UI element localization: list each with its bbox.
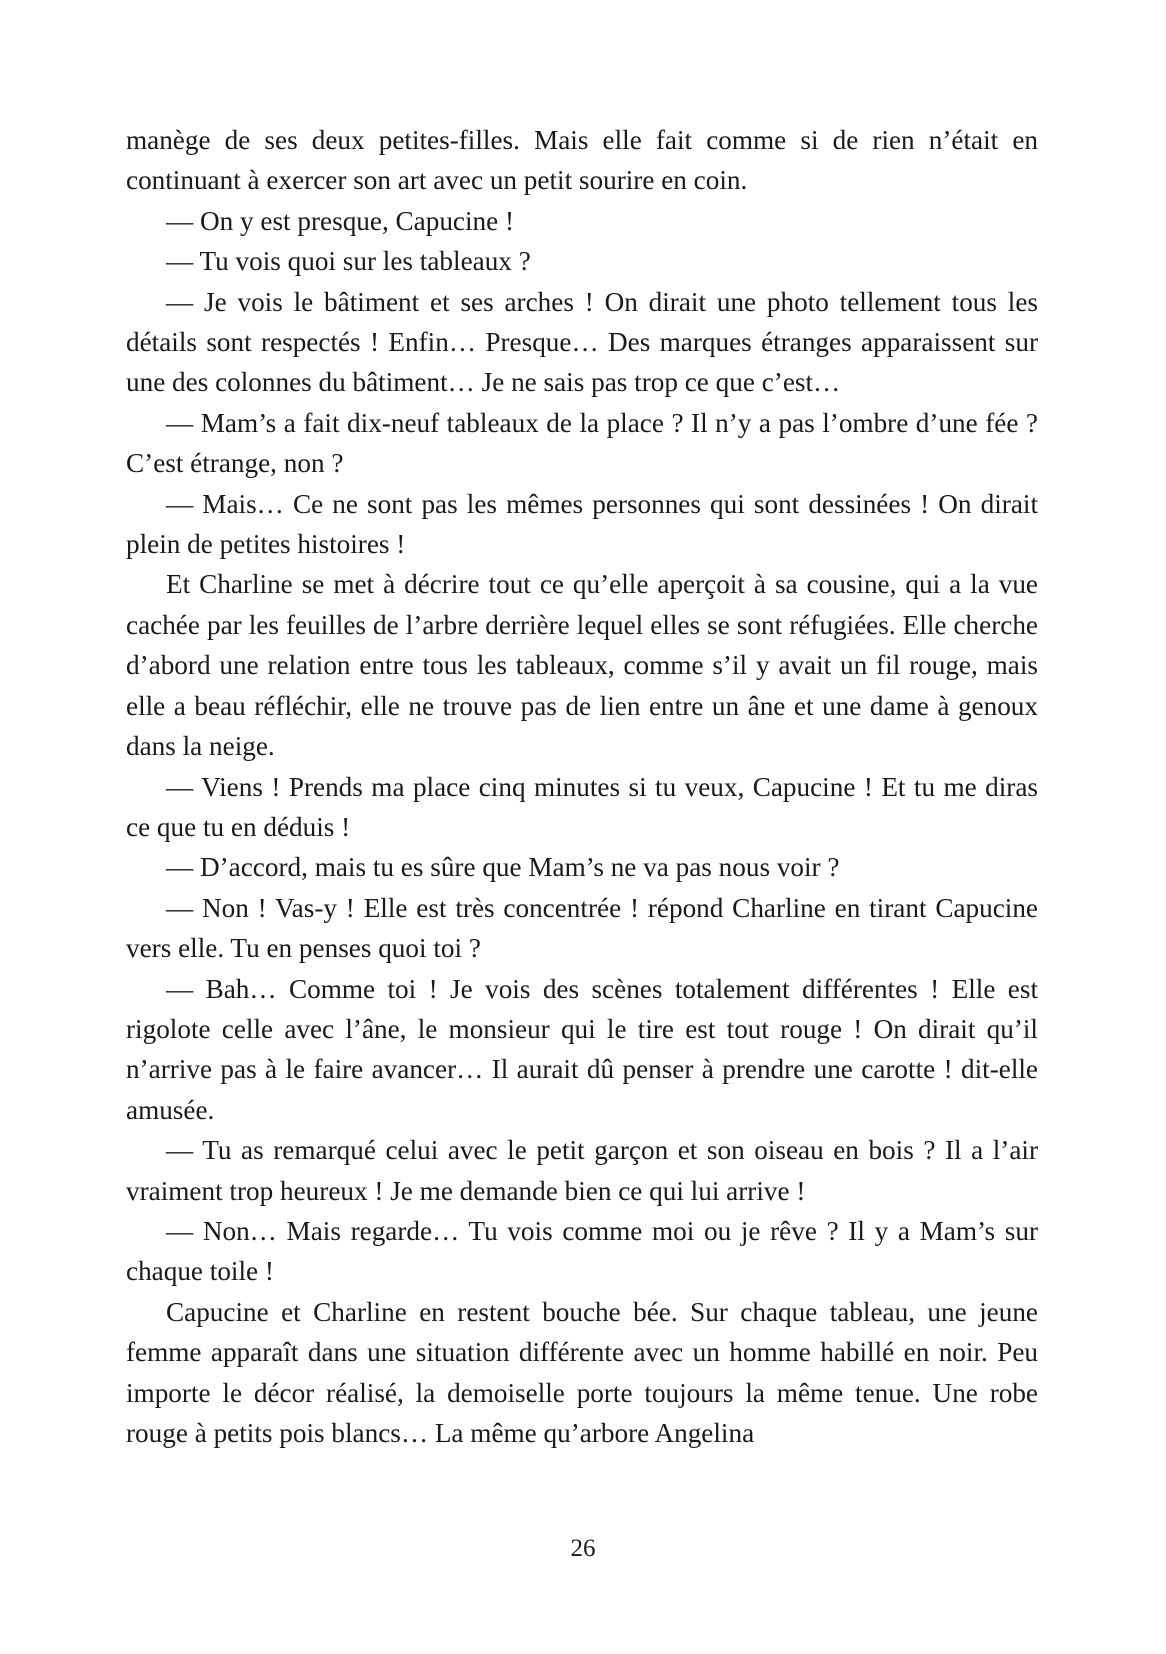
paragraph: — Viens ! Prends ma place cinq minutes si tu veux, Capucine ! Et tu me diras ce que tu en déduis !	[126, 771, 1038, 842]
paragraph: — Mais… Ce ne sont pas les mêmes personnes qui sont dessinées ! On dirait plein de petites histoires !	[126, 488, 1038, 560]
paragraph: — D’accord, mais tu es sûre que Mam’s ne va pas nous voir ?	[166, 852, 840, 883]
paragraph: — Mam’s a fait dix-neuf tableaux de la place ? Il n’y a pas l’ombre d’une fée ? C’est étrange, non ?	[126, 407, 1038, 479]
paragraph: — On y est presque, Capucine !	[166, 205, 515, 236]
paragraph: manège de ses deux petites-filles. Mais elle fait comme si de rien n’était en continuant à exercer son art avec un petit sourire en coin.	[126, 125, 1038, 196]
body-text	[126, 120, 1038, 1453]
paragraph: Capucine et Charline en restent bouche bée. Sur chaque tableau, une jeune femme apparaît dans une situation différente avec un homme habillé en noir. Peu importe le décor réalisé, la demoiselle porte toujours la même tenue. Une robe rouge à petits pois blancs… La même qu’arbore Angelina	[126, 1296, 1038, 1448]
paragraph: — Non ! Vas-y ! Elle est très concentrée ! répond Charline en tirant Capucine vers elle. Tu en penses quoi toi ?	[126, 892, 1038, 964]
paragraph: — Tu vois quoi sur les tableaux ?	[166, 246, 531, 277]
page-number: 26	[570, 1535, 596, 1562]
paragraph: — Je vois le bâtiment et ses arches ! On dirait une photo tellement tous les détails sont respectés ! Enfin… Presque… Des marques étranges apparaissent sur une des colonnes du bâtiment… Je ne sais pas trop ce que c’est…	[126, 286, 1038, 398]
paragraph: — Bah… Comme toi ! Je vois des scènes totalement différentes ! Elle est rigolote celle avec l’âne, le monsieur qui le tire est tout rouge ! On dirait qu’il n’arrive pas à le faire avancer… Il aurait dû penser à prendre une carotte ! dit-elle amusée.	[126, 973, 1038, 1125]
paragraph: Et Charline se met à décrire tout ce qu’elle aperçoit à sa cousine, qui a la vue cachée par les feuilles de l’arbre derrière lequel elles se sont réfugiées. Elle cherche d’abord une relation entre tous les tableaux, comme s’il y avait un fil rouge, mais elle a beau réfléchir, elle ne trouve pas de lien entre un âne et une dame à genoux dans la neige.	[126, 569, 1038, 762]
paragraph: — Non… Mais regarde… Tu vois comme moi ou je rêve ? Il y a Mam’s sur chaque toile !	[126, 1215, 1038, 1287]
paragraph: — Tu as remarqué celui avec le petit garçon et son oiseau en bois ? Il a l’air vraiment trop heureux ! Je me demande bien ce qui lui arrive !	[126, 1135, 1038, 1206]
